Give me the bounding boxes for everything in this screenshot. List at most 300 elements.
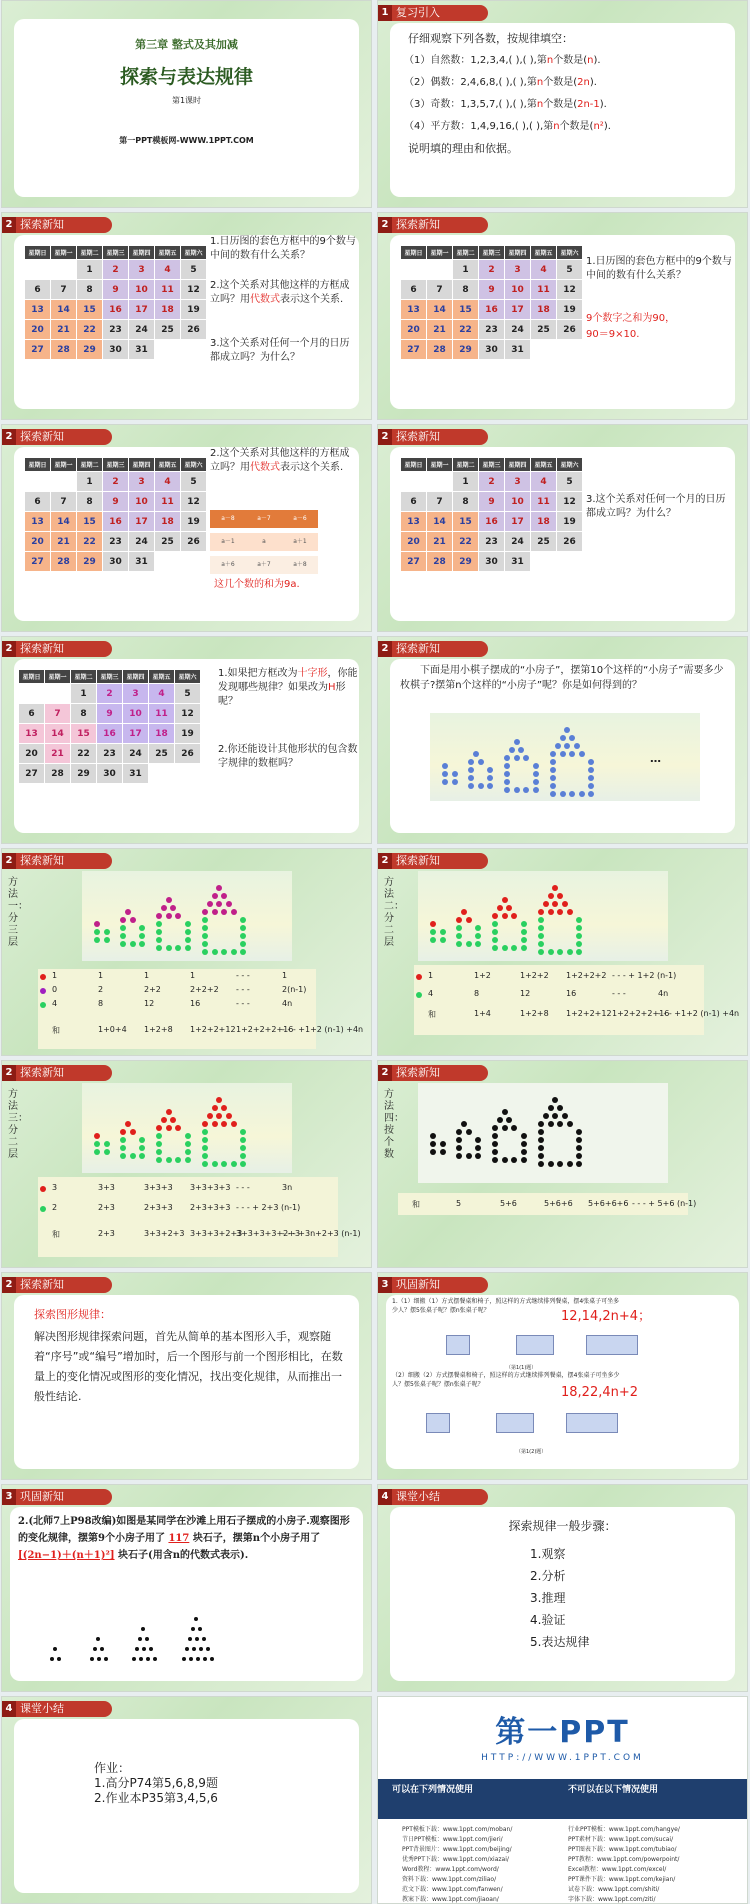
calendar-day: 15: [77, 300, 103, 320]
house-dot: [104, 1141, 110, 1147]
calendar-day: 31: [505, 340, 531, 360]
house-dot: [533, 771, 539, 777]
house-dot: [156, 1133, 162, 1139]
weekday-header: 星期日: [25, 458, 51, 472]
calendar-day: 8: [71, 704, 97, 724]
house-dot: [440, 1149, 446, 1155]
lesson-label: 第1课时: [171, 96, 202, 105]
house-dot: [562, 901, 568, 907]
house-dot: [466, 941, 472, 947]
desk-shape: [566, 1413, 618, 1433]
house-dot: [502, 913, 508, 919]
slide-title: [1, 0, 372, 208]
house-dot: [466, 1129, 472, 1135]
house-dot: [550, 775, 556, 781]
calendar-day: 26: [181, 532, 207, 552]
house-dot: [156, 1149, 162, 1155]
house-dot: [538, 949, 544, 955]
calendar-day: 3: [505, 260, 531, 280]
weekday-header: 星期二: [71, 670, 97, 684]
resource-link[interactable]: 教案下载：www.1ppt.com/jiaoan/: [402, 1896, 499, 1903]
slide-review: [377, 0, 748, 208]
calendar-day: [149, 764, 175, 784]
house-dot: [212, 909, 218, 915]
houses-picture: [82, 871, 292, 961]
method-cell: 5+6+6: [544, 1199, 573, 1208]
house-dot: [562, 1113, 568, 1119]
calendar-day: 25: [531, 320, 557, 340]
house-dot: [538, 925, 544, 931]
problem-text: 下面是用小棋子摆成的“小房子”，摆第10个这样的“小房子”需要多少枚棋子?摆第n个这样的“小房子”呢？你是如何得到的？: [400, 665, 724, 691]
resource-link[interactable]: Word教程：www.1ppt.com/word/: [402, 1866, 499, 1873]
calendar-day: 27: [401, 340, 427, 360]
resource-link[interactable]: 优秀PPT下载：www.1ppt.com/xiazai/: [402, 1856, 509, 1863]
calendar-day: 10: [505, 280, 531, 300]
house-dot: [492, 1125, 498, 1131]
house-dot: [473, 751, 479, 757]
section-header: 3 巩固新知: [378, 1277, 488, 1293]
calendar-table: [24, 245, 207, 360]
house-dot: [440, 937, 446, 943]
stone-dot: [96, 1637, 100, 1641]
stone-dot: [198, 1627, 202, 1631]
calendar-day: 5: [557, 260, 583, 280]
house-dot: [166, 1157, 172, 1163]
method-cell: 1+0+4: [98, 1025, 127, 1034]
house-dot: [442, 771, 448, 777]
weekday-header: 星期三: [479, 246, 505, 260]
slide-homework: [1, 1696, 372, 1904]
calendar-day: 26: [557, 532, 583, 552]
house-dot: [212, 1105, 218, 1111]
method-cell: 3+3+3+3: [190, 1183, 231, 1192]
resource-link[interactable]: 范文下载：www.1ppt.com/fanwen/: [402, 1886, 503, 1893]
algebra-cell: a－6: [282, 510, 318, 528]
method-cell: 3: [52, 1183, 58, 1192]
calendar-day: 13: [19, 724, 45, 744]
house-dot: [430, 937, 436, 943]
calendar-day: 20: [401, 532, 427, 552]
method-cell: 1: [98, 971, 104, 980]
house-dot: [175, 945, 181, 951]
content-card: [386, 1295, 739, 1469]
calendar-day: [181, 552, 207, 572]
house-dot: [430, 929, 436, 935]
algebra-cell: a－8: [210, 510, 246, 528]
content-card: [14, 1295, 359, 1469]
resource-link[interactable]: 资料下载：www.1ppt.com/ziliao/: [402, 1876, 497, 1883]
house-dot: [104, 937, 110, 943]
house-dot: [560, 791, 566, 797]
house-dot: [456, 941, 462, 947]
house-dot: [576, 1129, 582, 1135]
calendar-day: 7: [45, 704, 71, 724]
slide-practice1: [377, 1272, 748, 1480]
calendar-day: 15: [453, 512, 479, 532]
house-dot: [156, 937, 162, 943]
resource-link[interactable]: PPT素材下载：www.1ppt.com/sucai/: [568, 1836, 674, 1843]
calendar-day: 3: [505, 472, 531, 492]
method-label: 方法四：按个数: [384, 1089, 404, 1160]
resource-link[interactable]: PPT模板下载：www.1ppt.com/moban/: [402, 1826, 513, 1833]
calendar-day: 11: [149, 704, 175, 724]
section-header: 4 课堂小结: [2, 1701, 112, 1717]
intro-text: 仔细观察下列各数，按规律填空：: [408, 32, 573, 45]
house-dot: [521, 945, 527, 951]
method-cell: 3+3+3+3+2+3: [236, 1229, 301, 1238]
house-dot: [212, 949, 218, 955]
resource-link[interactable]: PPT图表下载：www.1ppt.com/tubiao/: [568, 1846, 677, 1853]
weekday-header: 星期五: [531, 246, 557, 260]
calendar-day: 18: [531, 300, 557, 320]
method-cell: 3+3+3+2+3: [190, 1229, 243, 1238]
house-dot: [212, 1121, 218, 1127]
house-dot: [456, 1129, 462, 1135]
links-right: [568, 1825, 743, 1904]
house-dot: [543, 1113, 549, 1119]
calendar-day: 12: [181, 492, 207, 512]
step-item: 1.观察: [530, 1547, 566, 1561]
house-dot: [557, 1161, 563, 1167]
resource-link[interactable]: PPT课件下载：www.1ppt.com/kejian/: [568, 1876, 676, 1883]
house-dot: [560, 735, 566, 741]
calendar-day: 23: [479, 532, 505, 552]
footer-url: 第一PPT模板网-WWW.1PPT.COM: [119, 136, 254, 145]
house-dot: [567, 949, 573, 955]
ellipsis: …: [650, 752, 661, 765]
house-dot: [567, 1161, 573, 1167]
calendar-day: 30: [103, 552, 129, 572]
house-dot: [166, 897, 172, 903]
house-dot: [550, 783, 556, 789]
house-dot: [216, 901, 222, 907]
calendar-day: 19: [181, 300, 207, 320]
calendar-day: 29: [77, 340, 103, 360]
homework-item-2: 2.作业本P35第3,4,5,6: [94, 1791, 218, 1805]
calendar-day: 18: [531, 512, 557, 532]
calendar-day: [51, 260, 77, 280]
weekday-header: 星期五: [155, 458, 181, 472]
house-dot: [576, 941, 582, 947]
rule-line-4: （4）平方数：1,4,9,16,( ),( ),第n个数是(n²).: [404, 121, 611, 132]
house-dot: [552, 1113, 558, 1119]
stone-dot: [142, 1647, 146, 1651]
section-header: 2 探索新知: [2, 853, 112, 869]
stone-dot: [97, 1657, 101, 1661]
house-dot: [576, 1137, 582, 1143]
calendar-day: [51, 472, 77, 492]
calendar-day: 31: [505, 552, 531, 572]
method2-table: [414, 965, 740, 1035]
calendar-day: 11: [155, 280, 181, 300]
calendar-day: 3: [123, 684, 149, 704]
house-dot: [185, 945, 191, 951]
house-dot: [511, 1157, 517, 1163]
resource-link[interactable]: Excel教程：www.1ppt.com/excel/: [568, 1866, 667, 1873]
house-dot: [185, 921, 191, 927]
house-dot: [231, 909, 237, 915]
calendar-day: 26: [181, 320, 207, 340]
house-dot: [518, 747, 524, 753]
house-dot: [548, 1161, 554, 1167]
calendar-day: 10: [505, 492, 531, 512]
house-dot: [521, 929, 527, 935]
house-dot: [576, 933, 582, 939]
houses-picture: [82, 1083, 292, 1173]
problem-1-1: 1.（1）细搬（1）方式摆餐桌和椅子，照这样的方式继续排列餐桌，摆4张桌子可坐多少人？摆5张桌子呢？摆n张桌子呢？: [392, 1298, 620, 1314]
calendar-day: 2: [479, 472, 505, 492]
page-title: 探索与表达规律: [119, 66, 253, 88]
resource-link[interactable]: 行业PPT模板：www.1ppt.com/hangye/: [568, 1826, 680, 1833]
calendar-day: 14: [427, 512, 453, 532]
method-cell: 1: [190, 971, 196, 980]
calendar-day: 7: [51, 492, 77, 512]
calendar-day: 4: [149, 684, 175, 704]
calendar-day: 19: [557, 512, 583, 532]
house-dot: [461, 909, 467, 915]
house-dot: [440, 929, 446, 935]
section-header: 2 探索新知: [378, 429, 488, 445]
calendar-day: 10: [123, 704, 149, 724]
method-label: 方法二：分二层: [384, 877, 404, 948]
house-dot: [456, 1153, 462, 1159]
stone-dot: [192, 1647, 196, 1651]
calendar-day: 21: [51, 320, 77, 340]
resource-link[interactable]: 节日PPT模板：www.1ppt.com/jieri/: [402, 1836, 503, 1843]
calendar-day: 28: [51, 340, 77, 360]
section-header: 2 探索新知: [378, 853, 488, 869]
resource-link[interactable]: 字体下载：www.1ppt.com/ziti/: [568, 1896, 656, 1903]
house-dot: [231, 949, 237, 955]
question-cross: 1.如果把方框改为十字形，你能发现哪些规律？如果改为H形呢？: [218, 668, 358, 707]
calendar-day: 22: [77, 532, 103, 552]
steps-title: 探索规律一般步骤：: [508, 1519, 617, 1533]
calendar-day: [557, 340, 583, 360]
calendar-day: 16: [103, 300, 129, 320]
house-dot: [156, 921, 162, 927]
calendar-day: 22: [77, 320, 103, 340]
stone-dot: [57, 1657, 61, 1661]
method1-table: [38, 969, 364, 1049]
slide-calendar-q3: [377, 424, 748, 632]
method-cell: 3+3+3: [144, 1183, 173, 1192]
calendar-day: 17: [129, 300, 155, 320]
calendar-day: 5: [181, 472, 207, 492]
house-dot: [552, 885, 558, 891]
calendar-day: 27: [25, 552, 51, 572]
method-cell: 2+2: [144, 985, 161, 994]
weekday-header: 星期一: [45, 670, 71, 684]
method-cell: 8: [474, 989, 480, 998]
section-header: 3 巩固新知: [2, 1489, 112, 1505]
section-header: 2 探索新知: [378, 1065, 488, 1081]
house-dot: [221, 1121, 227, 1127]
stone-dot: [196, 1657, 200, 1661]
calendar-table: [24, 457, 207, 572]
step-item: 2.分析: [530, 1569, 566, 1583]
question-design: 2.你还能设计其他形状的包含数字规律的数框吗？: [218, 744, 358, 769]
house-dot: [226, 901, 232, 907]
resource-link[interactable]: PPT背景图片：www.1ppt.com/beijing/: [402, 1846, 512, 1853]
house-dot: [555, 743, 561, 749]
calendar-day: 4: [531, 472, 557, 492]
house-dot: [202, 925, 208, 931]
stone-dot: [202, 1637, 206, 1641]
weekday-header: 星期二: [453, 246, 479, 260]
weekday-header: 星期日: [401, 246, 427, 260]
house-dot: [166, 1109, 172, 1115]
calendar-day: [45, 684, 71, 704]
house-dot: [202, 933, 208, 939]
house-dot: [521, 1133, 527, 1139]
weekday-header: 星期二: [77, 458, 103, 472]
house-dot: [221, 1161, 227, 1167]
house-dot: [216, 885, 222, 891]
house-dot: [492, 945, 498, 951]
calendar-day: 4: [155, 472, 181, 492]
can-use-label: 可以在下列情况使用: [392, 1785, 474, 1795]
method-cell: 1+2+8: [520, 1009, 549, 1018]
links-left: [402, 1825, 562, 1904]
content-card: [10, 1507, 363, 1681]
method-cell: 2: [98, 985, 104, 994]
house-dot: [156, 1141, 162, 1147]
answer-1-1: 12,14,2n+4；: [561, 1309, 652, 1324]
rule-line-3: （3）奇数：1,3,5,7,( ),( ),第n个数是(2n-1).: [404, 99, 607, 110]
method-cell: 1+2+2+2+16: [236, 1025, 294, 1034]
house-dot: [240, 925, 246, 931]
calendar-day: 31: [129, 340, 155, 360]
slide-cross-shape: [1, 636, 372, 844]
house-dot: [504, 779, 510, 785]
weekday-header: 星期五: [149, 670, 175, 684]
house-dot: [550, 751, 556, 757]
table-figure-1: [436, 1331, 696, 1361]
house-dot: [120, 1145, 126, 1151]
stone-dot: [104, 1657, 108, 1661]
weekday-header: 星期日: [19, 670, 45, 684]
calendar-day: 11: [531, 280, 557, 300]
table-figure-2: [426, 1409, 706, 1439]
house-dot: [557, 909, 563, 915]
house-dot: [166, 913, 172, 919]
slide-summary-rule: [1, 1272, 372, 1480]
brand-logo: 第一PPT: [495, 1715, 630, 1750]
slide-method4: [377, 1060, 748, 1268]
house-dot: [104, 1149, 110, 1155]
stone-dot: [90, 1657, 94, 1661]
desk-shape: [586, 1335, 638, 1355]
calendar-day: 27: [401, 552, 427, 572]
algebra-cell: a－1: [210, 533, 246, 551]
calendar-day: 26: [557, 320, 583, 340]
calendar-day: 1: [453, 260, 479, 280]
house-dot: [538, 941, 544, 947]
caption-1: （第1(1)题）: [506, 1365, 537, 1371]
section-header: 2 探索新知: [2, 1065, 112, 1081]
method-cell: 3+3+2+3: [144, 1229, 185, 1238]
stone-dot: [182, 1657, 186, 1661]
weekday-header: 星期一: [51, 458, 77, 472]
house-dot: [574, 743, 580, 749]
method-cell: 4: [52, 999, 58, 1008]
house-dot: [202, 941, 208, 947]
house-dot: [139, 1153, 145, 1159]
calendar-day: 17: [129, 512, 155, 532]
stone-houses-figure: [50, 1597, 250, 1677]
house-dot: [456, 917, 462, 923]
stone-dot: [145, 1637, 149, 1641]
house-dot: [120, 1137, 126, 1143]
method-cell: 1: [428, 971, 434, 980]
calendar-day: 27: [25, 340, 51, 360]
calendar-day: 25: [149, 744, 175, 764]
calendar-day: 4: [155, 260, 181, 280]
house-dot: [442, 763, 448, 769]
calendar-day: 12: [181, 280, 207, 300]
stone-dot: [210, 1657, 214, 1661]
calendar-day: 5: [557, 472, 583, 492]
calendar-day: 8: [77, 280, 103, 300]
house-dot: [139, 1137, 145, 1143]
house-dot: [557, 949, 563, 955]
houses-picture: [418, 1083, 668, 1183]
calendar-day: 24: [129, 320, 155, 340]
house-dot: [452, 771, 458, 777]
calendar-day: 23: [479, 320, 505, 340]
house-dot: [497, 1117, 503, 1123]
calendar-day: 25: [155, 320, 181, 340]
calendar-day: [181, 340, 207, 360]
calendar-day: 23: [103, 320, 129, 340]
house-dot: [120, 917, 126, 923]
method-cell: 12: [520, 989, 531, 998]
house-dot: [231, 1121, 237, 1127]
slide-practice2: [1, 1484, 372, 1692]
method-cell: 3n: [282, 1183, 293, 1192]
calendar-day: 5: [175, 684, 201, 704]
house-dot: [94, 1133, 100, 1139]
house-dot: [576, 917, 582, 923]
calendar-day: 6: [19, 704, 45, 724]
house-dot: [120, 1153, 126, 1159]
resource-link[interactable]: 试卷下载：www.1ppt.com/shiti/: [568, 1886, 660, 1893]
house-dot: [231, 1161, 237, 1167]
stone-dot: [141, 1627, 145, 1631]
method-cell: 2: [52, 1203, 58, 1212]
house-dot: [548, 1105, 554, 1111]
calendar-day: [25, 472, 51, 492]
house-dot: [468, 775, 474, 781]
question-3: 3.这个关系对任何一个月的日历都成立吗？为什么？: [586, 494, 726, 519]
method-cell: 1: [52, 971, 58, 980]
weekday-header: 星期六: [181, 458, 207, 472]
calendar-day: 6: [401, 280, 427, 300]
calendar-day: 22: [453, 532, 479, 552]
calendar-day: [401, 472, 427, 492]
house-dot: [506, 905, 512, 911]
calendar-day: 28: [51, 552, 77, 572]
stone-dot: [199, 1647, 203, 1651]
house-dot: [130, 941, 136, 947]
house-dot: [94, 921, 100, 927]
content-card: [390, 659, 735, 833]
house-dot: [202, 1137, 208, 1143]
house-dot: [466, 1153, 472, 1159]
resource-link[interactable]: PPT教程：www.1ppt.com/powerpoint/: [568, 1856, 680, 1863]
method-cell: 2+3: [98, 1229, 115, 1238]
calendar-day: 25: [155, 532, 181, 552]
